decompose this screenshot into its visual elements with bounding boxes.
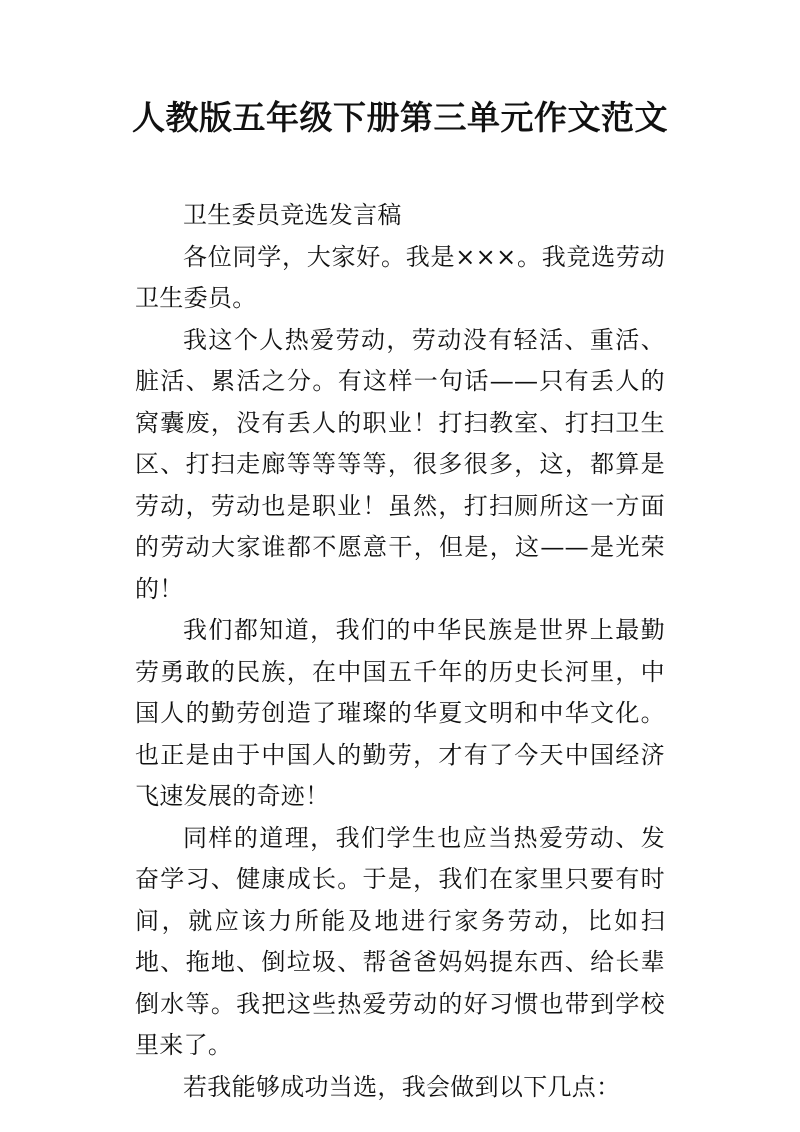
paragraph-greeting: 各位同学，大家好。我是×××。我竞选劳动卫生委员。 [135, 242, 665, 312]
paragraph-promise: 若我能够成功当选，我会做到以下几点： [183, 1072, 621, 1101]
paragraph-love-labor: 我这个人热爱劳动，劳动没有轻活、重活、脏活、累活之分。有这样一句话——只有丢人的窝囊废，没有丢人的职业！打扫教室、打扫卫生区、打扫走廊等等等等，很多很多，这，都算是劳动，劳动也是职业！虽然，打扫厕所这一方面的劳动大家谁都不愿意干，但是，这——是光荣的！ [135, 325, 665, 603]
document-body [135, 195, 665, 1108]
document-title: 人教版五年级下册第三单元作文范文 [132, 98, 668, 137]
paragraph-students: 同样的道理，我们学生也应当热爱劳动、发奋学习、健康成长。于是，我们在家里只要有时间，就应该力所能及地进行家务劳动，比如扫地、拖地、倒垃圾、帮爸爸妈妈提东西、给长辈倒水等。我把这些热爱劳动的好习惯也带到学校里来了。 [135, 823, 665, 1059]
speech-heading: 卫生委员竞选发言稿 [183, 201, 402, 229]
paragraph-chinese-diligence: 我们都知道，我们的中华民族是世界上最勤劳勇敢的民族，在中国五千年的历史长河里，中国人的勤劳创造了璀璨的华夏文明和中华文化。也正是由于中国人的勤劳，才有了今天中国经济飞速发展的奇迹！ [135, 616, 665, 810]
